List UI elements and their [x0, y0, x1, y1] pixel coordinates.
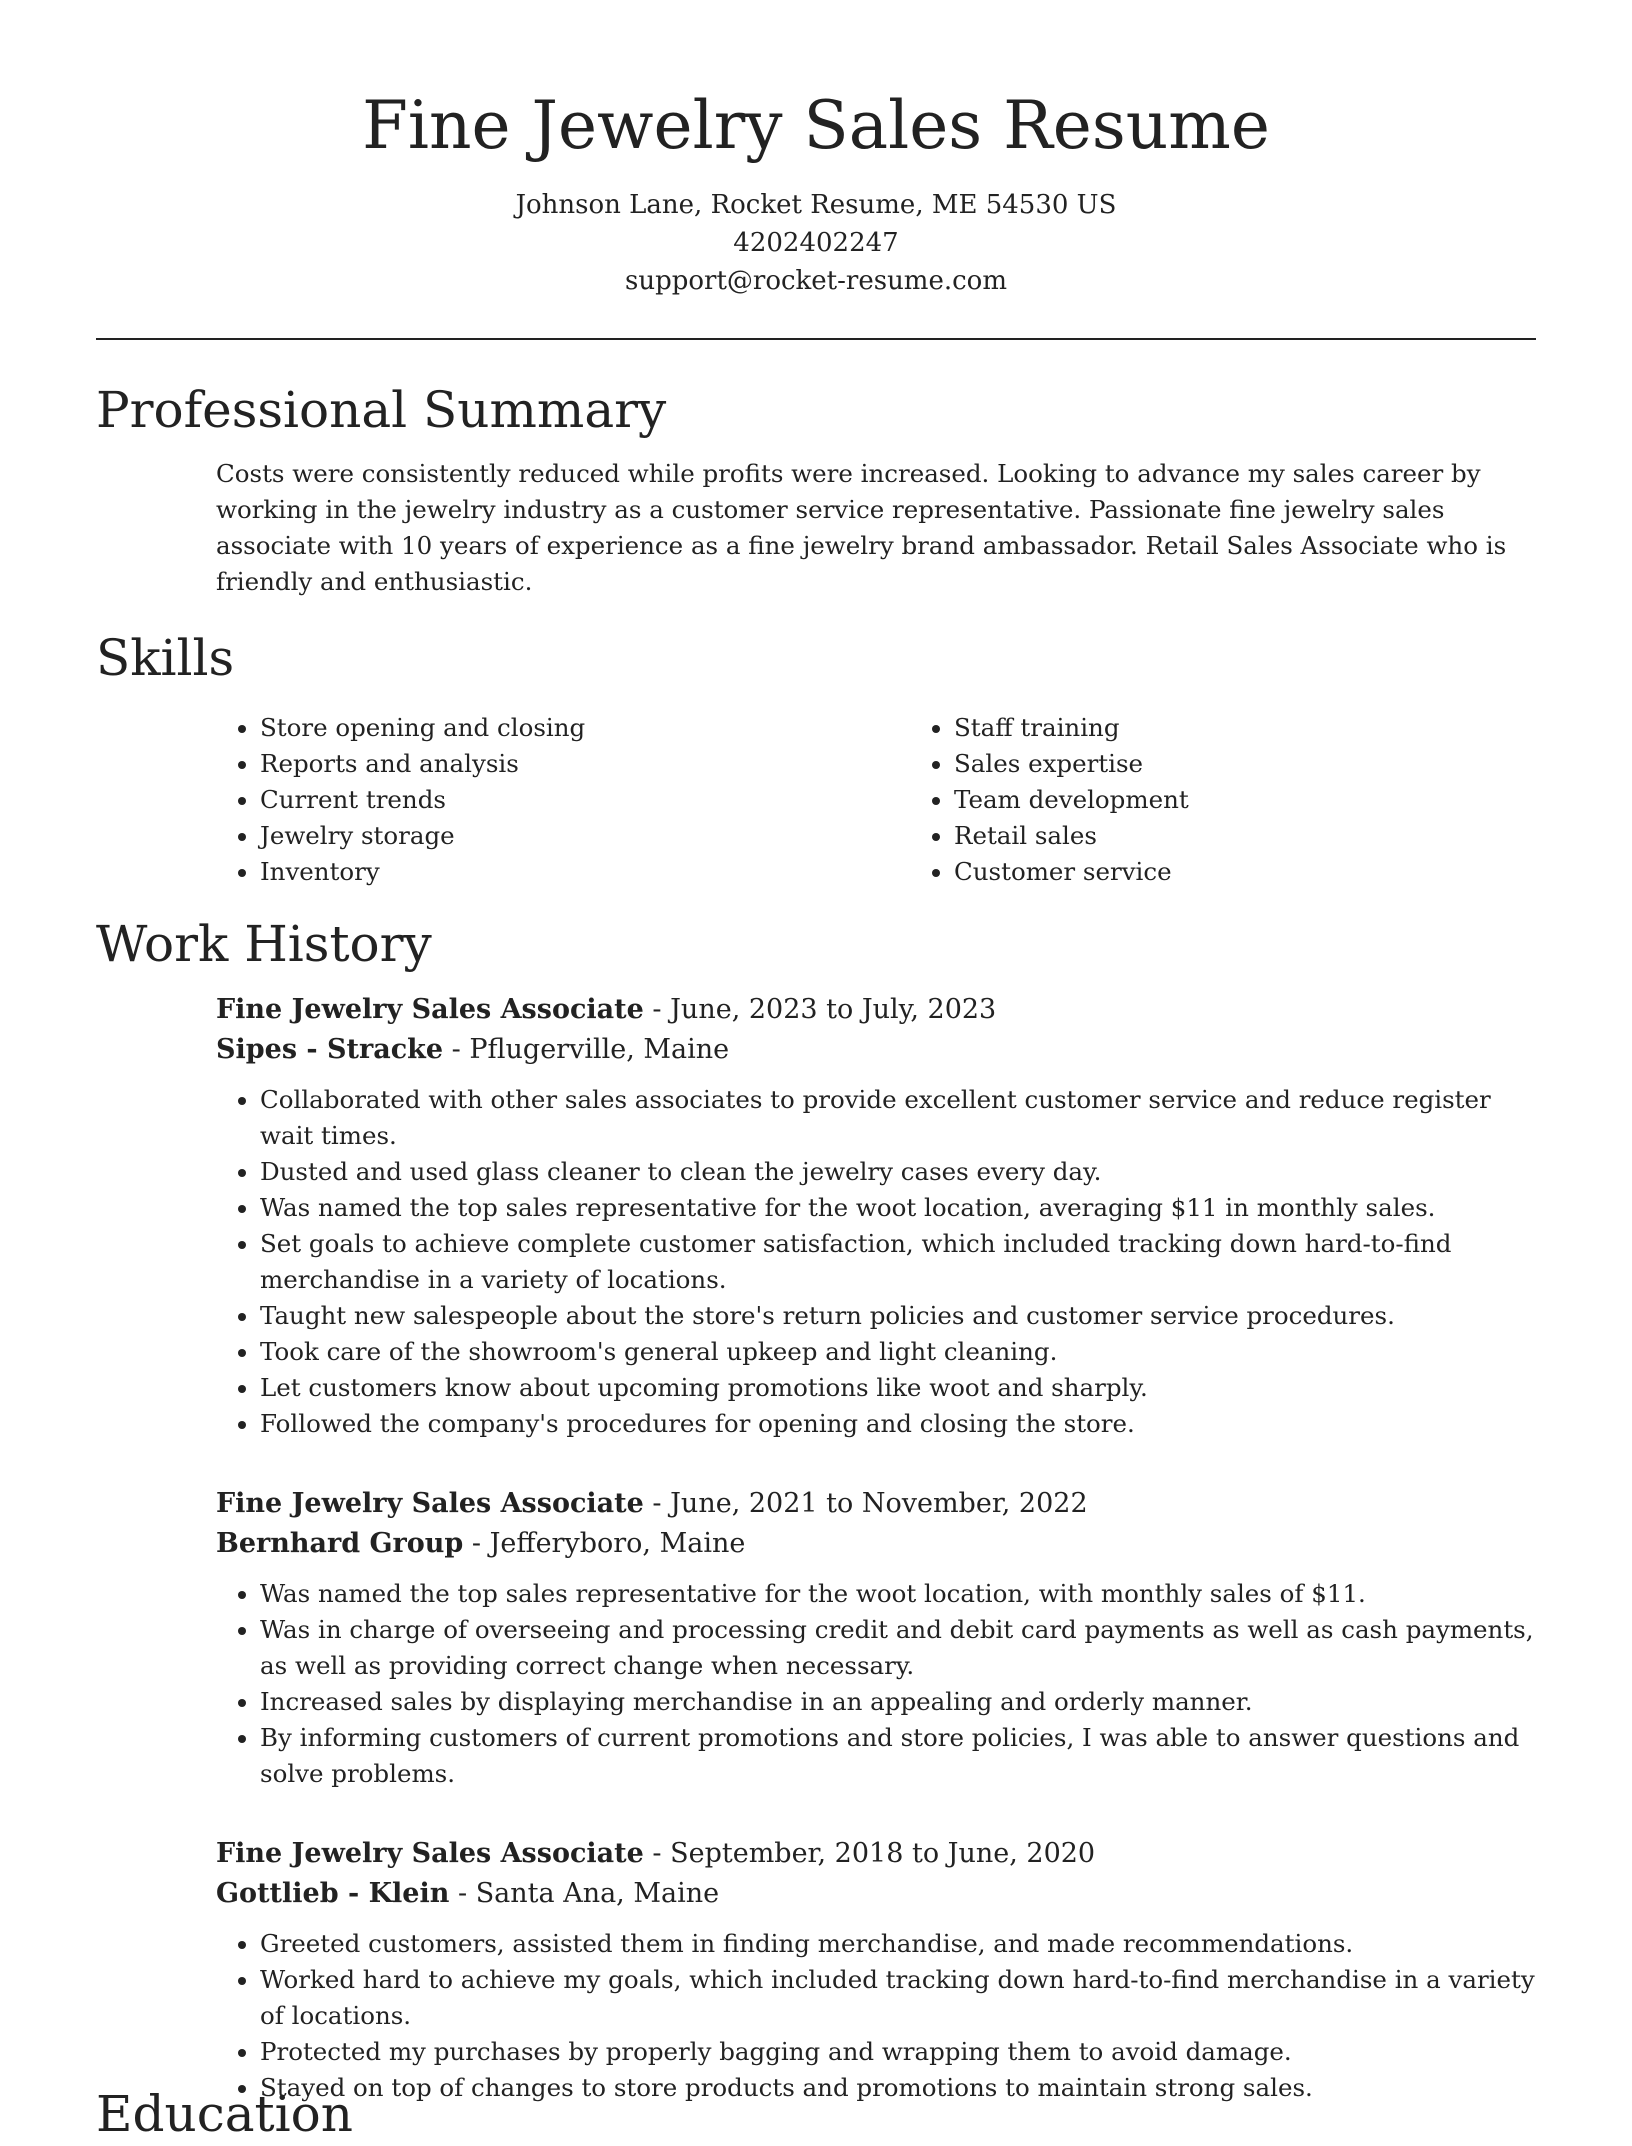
job-bullet: • Set goals to achieve complete customer satisfaction, which included tracking down hard-to-find merchandise in a variety of locations. — [260, 1226, 1536, 1298]
summary-text: Costs were consistently reduced while profits were increased. Looking to advance my sales career by working in the jewelry industry as a customer service representative. Passionate fine jewelry sales associate with 10 years of experience as a fine jewelry brand ambassador. Retail Sales Associate who is friendly and enthusiastic. — [216, 459, 1507, 596]
job-company: Bernhard Group — [216, 1528, 464, 1559]
skill-item: • Team development — [954, 782, 1189, 818]
job-bullet: • Took care of the showroom's general upkeep and light cleaning. — [260, 1334, 1536, 1370]
job-title: Fine Jewelry Sales Associate — [216, 1488, 644, 1519]
job-company-line: Bernhard Group - Jefferyboro, Maine — [216, 1528, 746, 1559]
contact-block — [0, 186, 1632, 300]
job-dates: September, 2018 to June, 2020 — [670, 1838, 1096, 1869]
skill-item: • Inventory — [260, 854, 910, 890]
job-entry — [216, 1484, 1536, 1792]
skill-item: • Staff training — [954, 710, 1189, 746]
job-bullet: • Increased sales by displaying merchandise in an appealing and orderly manner. — [260, 1684, 1536, 1720]
skills-right-column — [910, 710, 1189, 890]
header-divider — [96, 338, 1536, 340]
job-dates: June, 2023 to July, 2023 — [670, 994, 997, 1025]
job-bullet: • Greeted customers, assisted them in finding merchandise, and made recommendations. — [260, 1926, 1536, 1962]
summary-heading: Professional Summary — [96, 381, 667, 439]
skills-heading: Skills — [96, 629, 235, 687]
skills-left-column — [216, 710, 910, 890]
skill-item: • Retail sales — [954, 818, 1189, 854]
skill-item: • Customer service — [954, 854, 1189, 890]
resume-title: Fine Jewelry Sales Resume — [362, 87, 1270, 164]
job-bullet: • Collaborated with other sales associates to provide excellent customer service and reduce register wait times. — [260, 1082, 1536, 1154]
work-history-heading: Work History — [96, 915, 432, 973]
job-title-line: Fine Jewelry Sales Associate - September, 2018 to June, 2020 — [216, 1838, 1096, 1869]
resume-header — [0, 0, 1632, 300]
job-company-line: Gottlieb - Klein - Santa Ana, Maine — [216, 1878, 720, 1909]
skills-section — [0, 626, 1632, 890]
job-bullet: • Worked hard to achieve my goals, which included tracking down hard-to-find merchandise in a variety of locations. — [260, 1962, 1536, 2034]
job-title-line: Fine Jewelry Sales Associate - June, 2021 to November, 2022 — [216, 1488, 1088, 1519]
education-section — [0, 2082, 353, 2146]
job-bullets — [216, 1082, 1536, 1442]
job-bullet: • Was in charge of overseeing and processing credit and debit card payments as well as cash payments, as well as providing correct change when necessary. — [260, 1612, 1536, 1684]
education-heading: Education — [96, 2085, 353, 2143]
contact-phone: 4202402247 — [733, 228, 899, 258]
job-bullet: • Dusted and used glass cleaner to clean the jewelry cases every day. — [260, 1154, 1536, 1190]
skill-item: • Current trends — [260, 782, 910, 818]
job-bullets — [216, 1576, 1536, 1792]
job-dates: June, 2021 to November, 2022 — [670, 1488, 1088, 1519]
job-company-line: Sipes - Stracke - Pflugerville, Maine — [216, 1034, 730, 1065]
job-bullet: • Stayed on top of changes to store products and promotions to maintain strong sales. — [260, 2070, 1536, 2106]
skill-item: • Reports and analysis — [260, 746, 910, 782]
job-company: Sipes - Stracke — [216, 1034, 444, 1065]
job-bullet: • Followed the company's procedures for opening and closing the store. — [260, 1406, 1536, 1442]
contact-address: Johnson Lane, Rocket Resume, ME 54530 US — [515, 190, 1117, 220]
work-history-section — [0, 912, 1632, 2106]
job-location: Pflugerville, Maine — [469, 1034, 730, 1065]
contact-email: support@rocket-resume.com — [624, 266, 1007, 296]
job-bullet: • Let customers know about upcoming promotions like woot and sharply. — [260, 1370, 1536, 1406]
skill-item: • Store opening and closing — [260, 710, 910, 746]
job-entry — [216, 1834, 1536, 2106]
job-bullet: • By informing customers of current promotions and store policies, I was able to answer questions and solve problems. — [260, 1720, 1536, 1792]
job-title: Fine Jewelry Sales Associate — [216, 994, 644, 1025]
job-bullet: • Taught new salespeople about the store's return policies and customer service procedures. — [260, 1298, 1536, 1334]
job-title-line: Fine Jewelry Sales Associate - June, 2023 to July, 2023 — [216, 994, 997, 1025]
job-entry — [216, 990, 1536, 1442]
job-bullet: • Protected my purchases by properly bagging and wrapping them to avoid damage. — [260, 2034, 1536, 2070]
skill-item: • Jewelry storage — [260, 818, 910, 854]
job-location: Jefferyboro, Maine — [489, 1528, 746, 1559]
job-title: Fine Jewelry Sales Associate — [216, 1838, 644, 1869]
job-bullets — [216, 1926, 1536, 2106]
skill-item: • Sales expertise — [954, 746, 1189, 782]
job-company: Gottlieb - Klein — [216, 1878, 450, 1909]
job-location: Santa Ana, Maine — [475, 1878, 720, 1909]
job-bullet: • Was named the top sales representative for the woot location, averaging $11 in monthly sales. — [260, 1190, 1536, 1226]
summary-section — [0, 378, 1632, 600]
job-bullet: • Was named the top sales representative for the woot location, with monthly sales of $11. — [260, 1576, 1536, 1612]
skills-columns — [216, 710, 1536, 890]
